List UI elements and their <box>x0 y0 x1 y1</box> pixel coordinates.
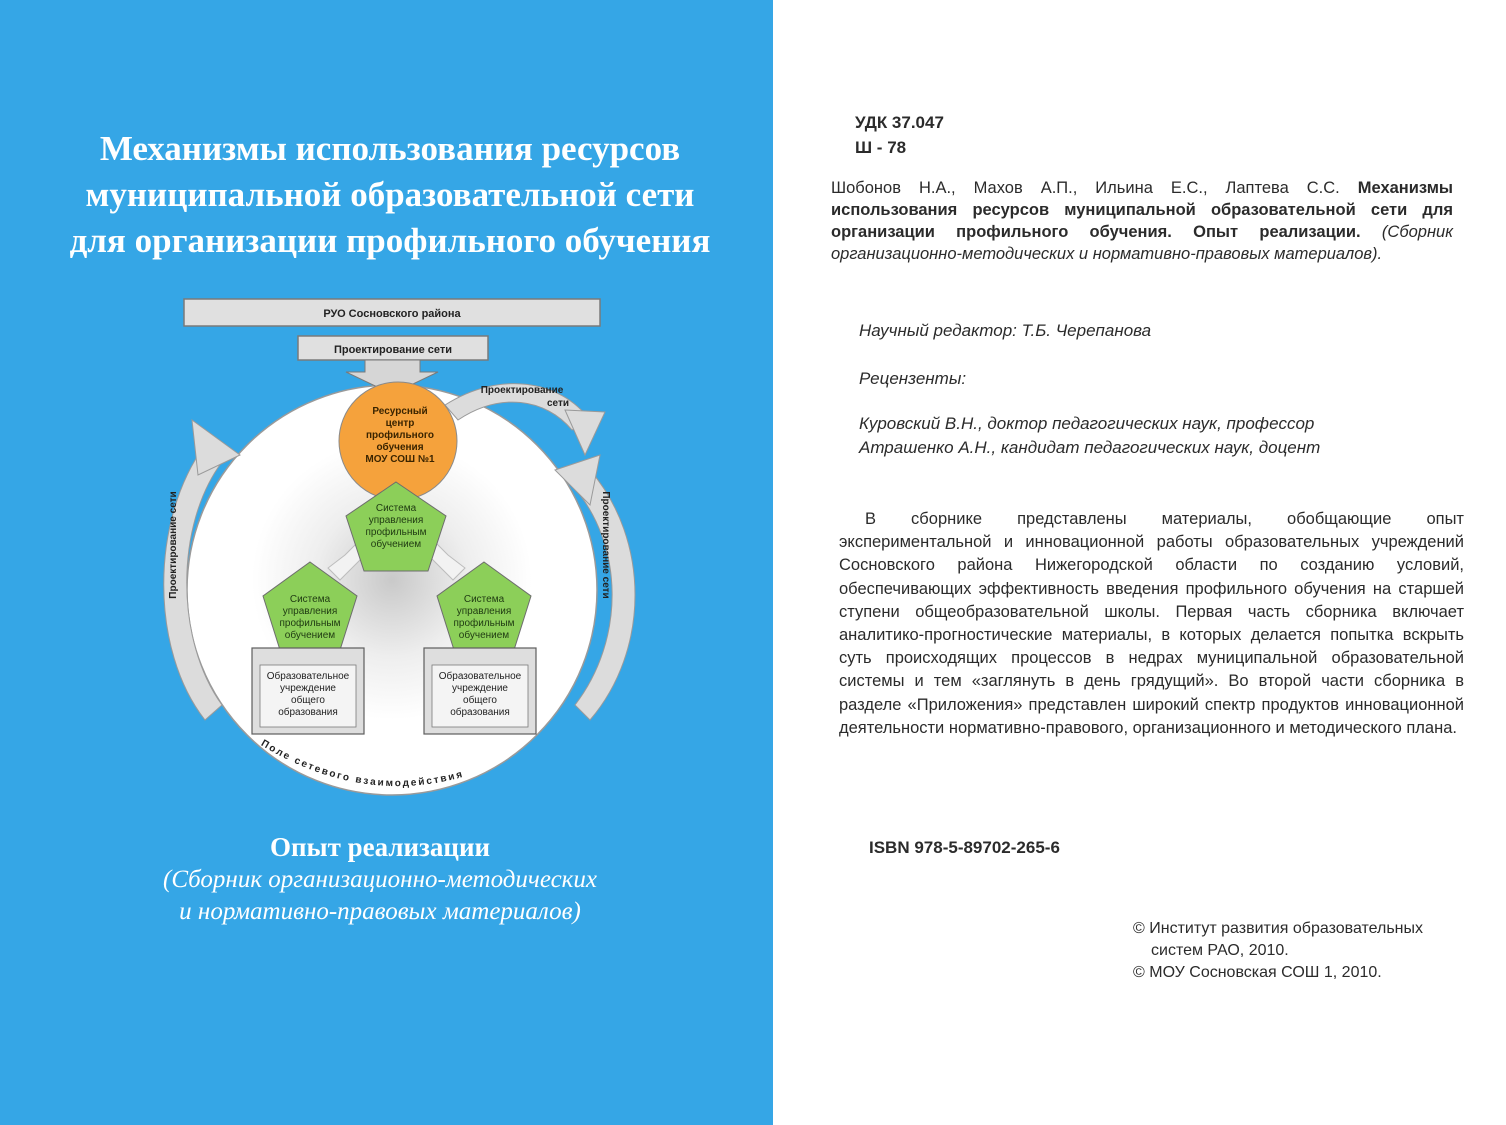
top-right-arrow-label: Проектирование <box>480 385 564 396</box>
pentagon-center-label: управления <box>368 515 424 526</box>
pentagon-center-label: профильным <box>365 527 427 538</box>
pentagon-right-label: Система <box>463 594 505 605</box>
resource-center-circle <box>339 382 457 500</box>
book-title: Механизмы использования ресурсов муниципальной образовательной сети для организации профильного обучения. Опыт реализации. <box>831 179 1453 241</box>
resource-center-label: центр <box>385 418 415 429</box>
pentagon-left-label: обучением <box>284 630 336 641</box>
classification-block <box>855 110 944 160</box>
authors: Шобонов Н.А., Махов А.П., Ильина Е.С., Лаптева С.С. <box>831 179 1340 197</box>
book-subtitle: (Сборник организационно-методических и нормативно-правовых материалов). <box>831 223 1453 263</box>
bibliographic-record <box>831 177 1453 265</box>
isbn: ISBN 978-5-89702-265-6 <box>869 838 1060 857</box>
school-left-label: учреждение <box>280 683 336 694</box>
cover-title-line: для организации профильного обучения <box>69 221 711 260</box>
pentagon-left-label: профильным <box>279 618 341 629</box>
abstract-text: В сборнике представлены материалы, обобщающие опыт экспериментальной и инновационной работы образовательных учреждений Сосновского района Нижегородской области по созданию условий, обеспечивающих эффективность введения профильного обучения на старшей ступени общеобразовательной школы. Первая часть сборника включает аналитико-прогностические материалы, в которых делается попытка вскрыть суть происходящих процессов в недрах муниципальной образовательной системы и тем «заглянуть в день грядущий». Во второй части сборника в разделе «Приложения» представлен широкий спектр продуктов инновационной деятельности нормативно-правового, организационного и методического плана. <box>839 510 1464 737</box>
copyright-block <box>1133 918 1423 984</box>
top-right-arrow-label: сети <box>546 398 570 409</box>
copyright-line: © Институт развития образовательных <box>1133 920 1424 937</box>
cover-subtitle-italic: (Сборник организационно-методических <box>163 866 597 893</box>
resource-center-label: МОУ СОШ №1 <box>365 454 435 465</box>
copyright-line: систем РАО, 2010. <box>1151 942 1289 959</box>
pentagon-center-label: Система <box>375 503 417 514</box>
reviewer: Атрашенко А.Н., кандидат педагогических наук, доцент <box>859 438 1321 457</box>
pentagon-center-label: обучением <box>370 539 422 550</box>
cover-title-line: Механизмы использования ресурсов <box>99 129 681 168</box>
pentagon-right-label: профильным <box>453 618 515 629</box>
shelf-code: Ш - 78 <box>855 138 907 157</box>
left-arrow-label: Проектирование сети <box>168 491 179 599</box>
cover-subtitle <box>100 830 660 928</box>
school-right-label: учреждение <box>452 683 508 694</box>
scientific-editor: Научный редактор: Т.Б. Черепанова <box>859 321 1152 340</box>
abstract <box>839 508 1464 740</box>
copyright-line: © МОУ Сосновская СОШ 1, 2010. <box>1133 964 1382 981</box>
reviewers-list <box>859 412 1320 460</box>
cover-title-line: муниципальной образовательной сети <box>85 175 695 214</box>
title-verso-page <box>773 0 1506 1125</box>
pentagon-left-label: Система <box>289 594 331 605</box>
pentagon-left-label: управления <box>282 606 338 617</box>
school-right-label: образования <box>450 707 510 718</box>
school-left-label: общего <box>291 695 325 706</box>
design-label: Проектирование сети <box>333 344 453 356</box>
udk-code: УДК 37.047 <box>855 113 944 132</box>
ruo-label: РУО Сосновского района <box>323 308 461 320</box>
field-label: Поле сетевого взаимодействия <box>259 737 466 790</box>
top-right-arrow-head <box>565 410 605 455</box>
school-left-label: Образовательное <box>266 671 350 682</box>
cover-subtitle-italic: и нормативно-правовых материалов) <box>179 898 581 925</box>
pentagon-right-label: обучением <box>458 630 510 641</box>
resource-center-label: профильного <box>366 430 434 441</box>
resource-center-label: обучения <box>376 442 424 453</box>
school-right-label: общего <box>463 695 497 706</box>
school-left-label: образования <box>278 707 338 718</box>
reviewer: Куровский В.Н., доктор педагогических наук, профессор <box>859 414 1315 433</box>
reviewers-label: Рецензенты: <box>859 369 967 388</box>
pentagon-right-label: управления <box>456 606 512 617</box>
resource-center-label: Ресурсный <box>372 406 428 417</box>
school-right-label: Образовательное <box>438 671 522 682</box>
right-arrow-label: Проектирование сети <box>600 491 611 599</box>
cover-subtitle-main: Опыт реализации <box>269 832 491 862</box>
